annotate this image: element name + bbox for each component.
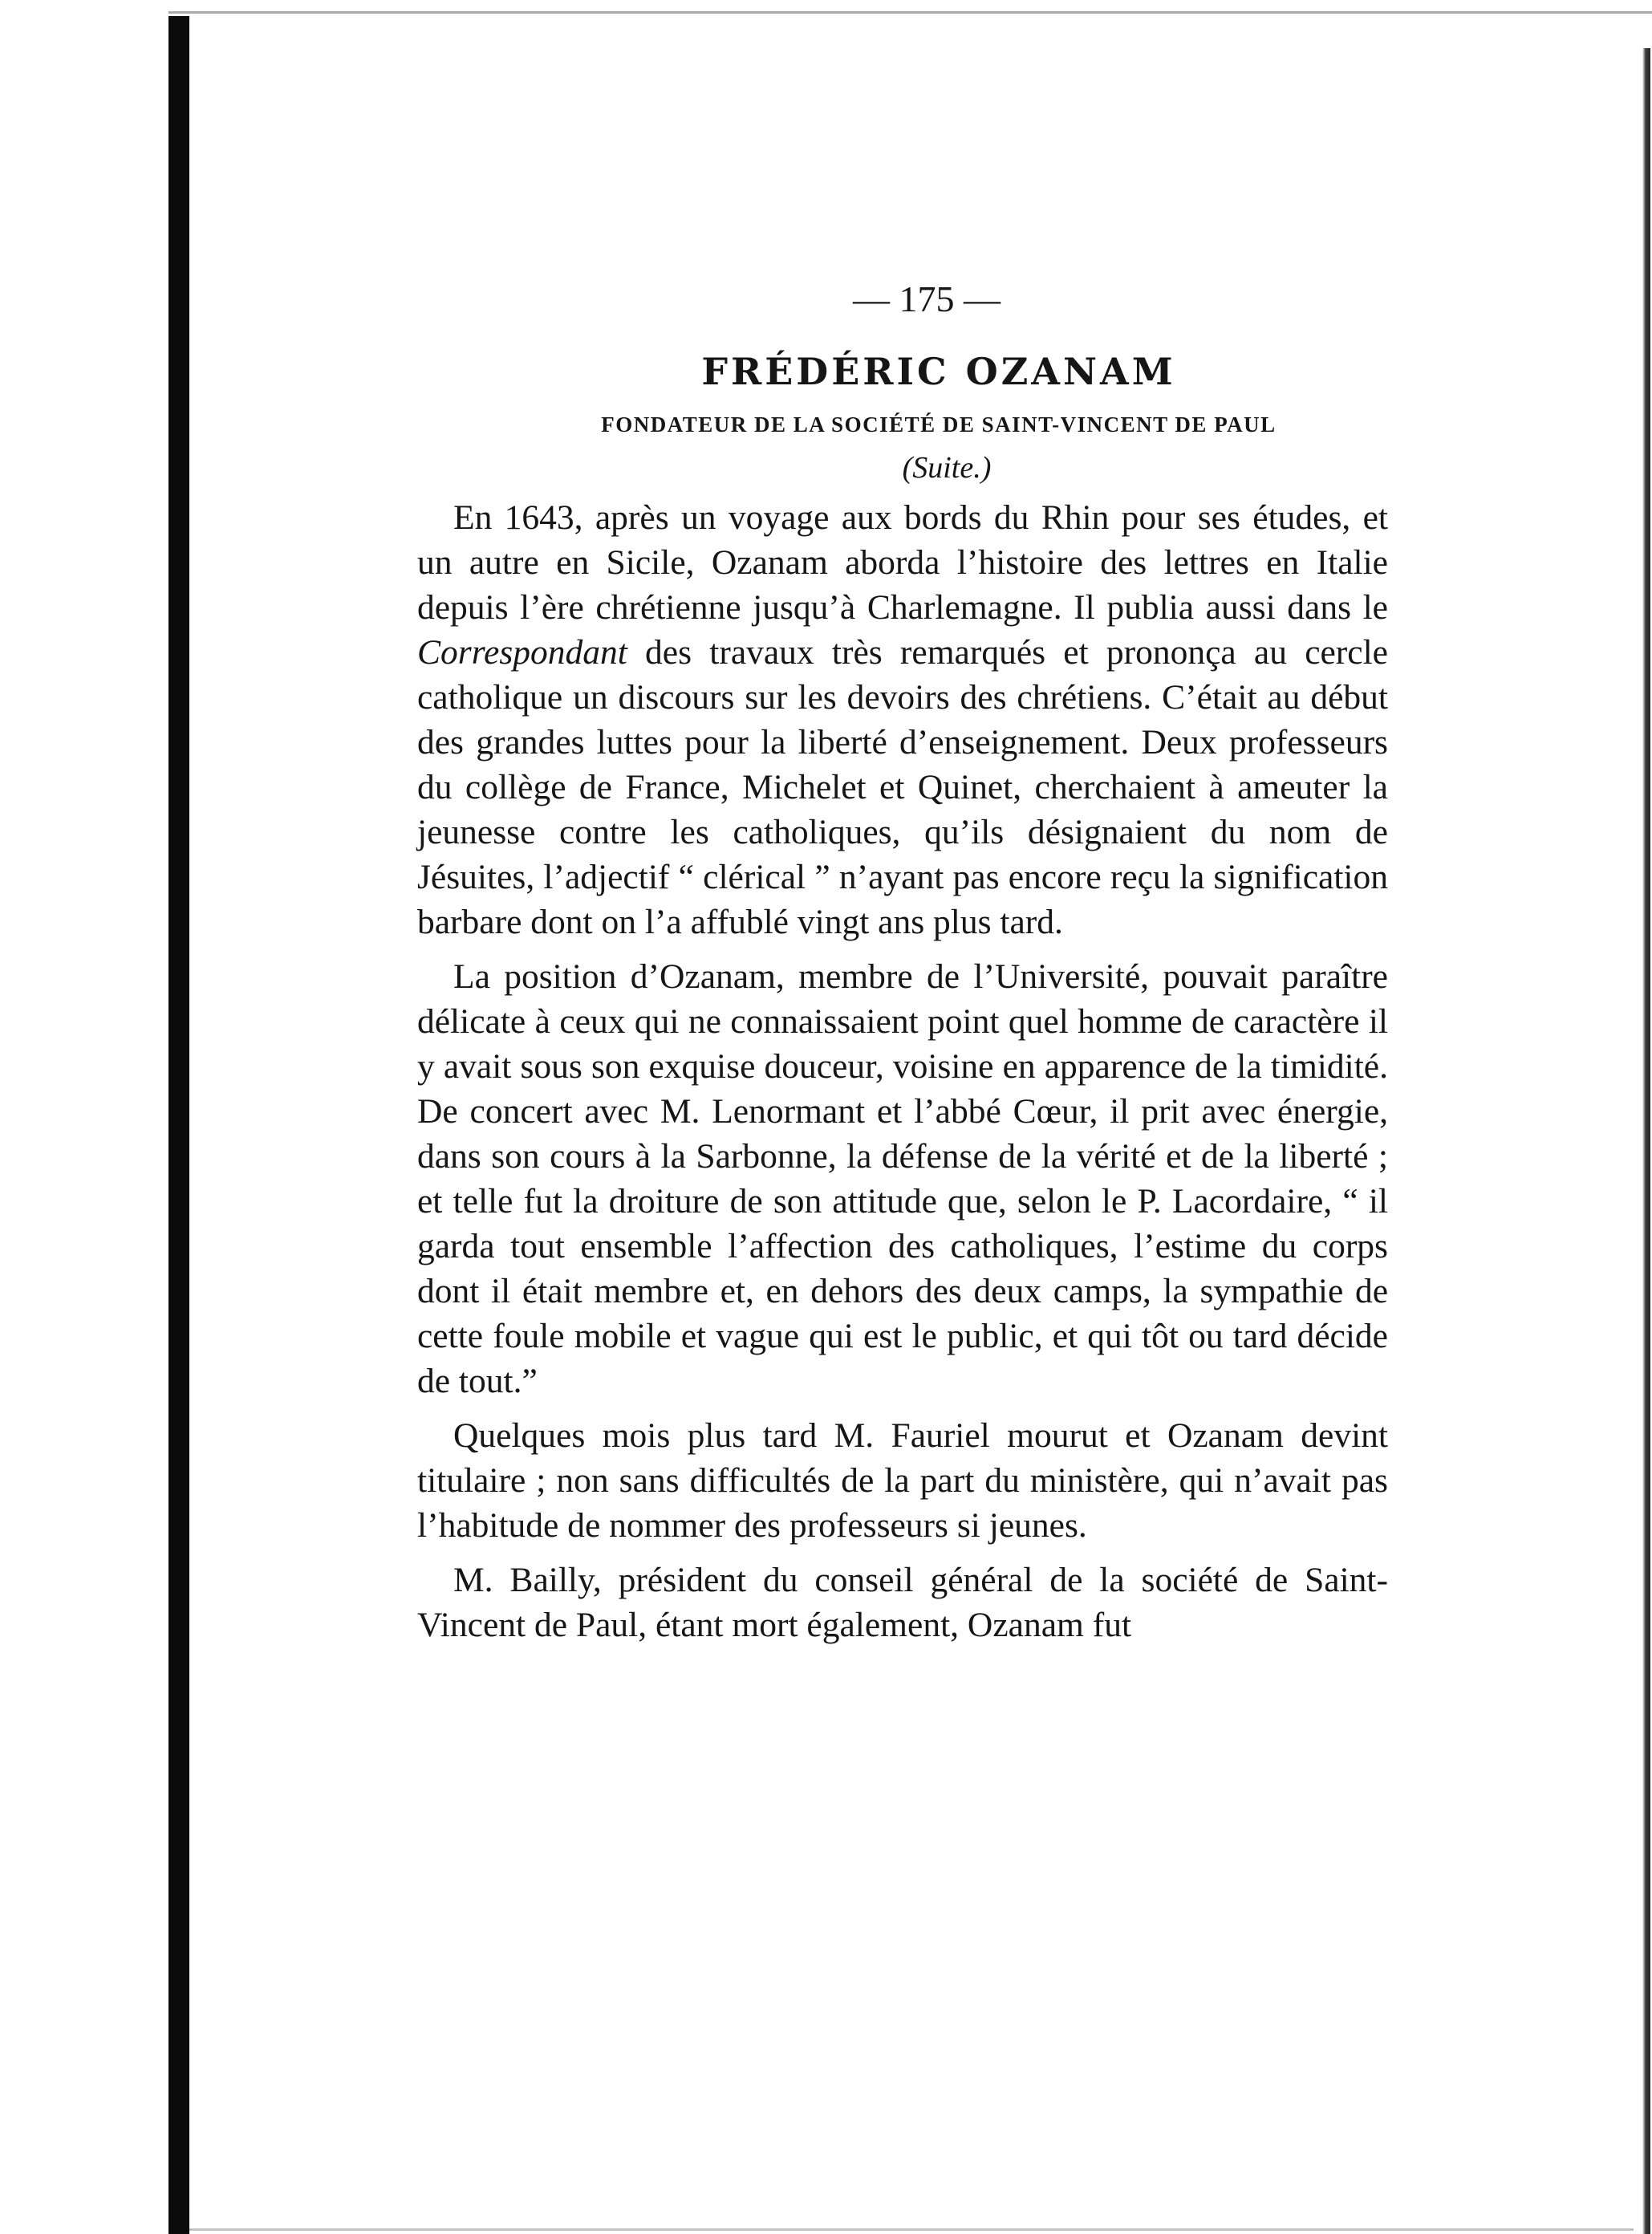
body-text bbox=[417, 495, 1388, 1647]
paragraph-1-text-before: En 1643, après un voyage aux bords du Rhin pour ses études, et un autre en Sicile, Ozanam aborda l’histoire des lettres en Italie depuis l’ère chrétienne jusqu’à Charlemagne. Il publia aussi dans le bbox=[417, 498, 1388, 627]
paragraph-1-text-after: des travaux très remarqués et prononça au cercle catholique un discours sur les devoirs des chrétiens. C’était au début des grandes luttes pour la liberté d’enseignement. Deux professeurs du collège de France, Michelet et Quinet, cherchaient à ameuter la jeunesse contre les catholiques, qu’ils désignaient du nom de Jésuites, l’adjectif “ clérical ” n’ayant pas encore reçu la signification barbare dont on l’a affublé vingt ans plus tard. bbox=[417, 633, 1388, 941]
scan-top-edge bbox=[168, 11, 1652, 14]
paragraph-4: M. Bailly, président du conseil général de la société de Saint-Vincent de Paul, étant mort également, Ozanam fut bbox=[417, 1561, 1388, 1644]
paragraph-2: La position d’Ozanam, membre de l’Université, pouvait paraître délicate à ceux qui ne connaissaient point quel homme de caractère il y avait sous son exquise douceur, voisine en apparence de la timidité. De concert avec M. Lenormant et l’abbé Cœur, il prit avec énergie, dans son cours à la Sarbonne, la défense de la vérité et de la liberté ; et telle fut la droiture de son attitude que, selon le P. Lacordaire, “ il garda tout ensemble l’affection des catholiques, l’estime du corps dont il était membre et, en dehors des deux camps, la sympathie de cette foule mobile et vague qui est le public, et qui tôt ou tard décide de tout.” bbox=[417, 957, 1388, 1400]
book-page bbox=[417, 278, 1388, 1657]
paragraph-1 bbox=[417, 495, 1388, 944]
paragraph-1-emphasis: Correspondant bbox=[417, 633, 627, 672]
book-binding-edge bbox=[168, 16, 189, 2234]
chapter-subtitle: FONDATEUR DE LA SOCIÉTÉ DE SAINT-VINCENT DE PAUL bbox=[601, 412, 1277, 437]
continuation-label: (Suite.) bbox=[902, 451, 992, 485]
chapter-title: FRÉDÉRIC OZANAM bbox=[701, 350, 1176, 393]
paragraph-3: Quelques mois plus tard M. Fauriel mourut et Ozanam devint titulaire ; non sans difficultés de la part du ministère, qui n’avait pas l’habitude de nommer des professeurs si jeunes. bbox=[417, 1416, 1388, 1545]
scan-right-edge bbox=[1642, 48, 1650, 2234]
scan-bottom-edge bbox=[189, 2228, 1634, 2231]
page-number: — 175 — bbox=[853, 278, 1001, 319]
